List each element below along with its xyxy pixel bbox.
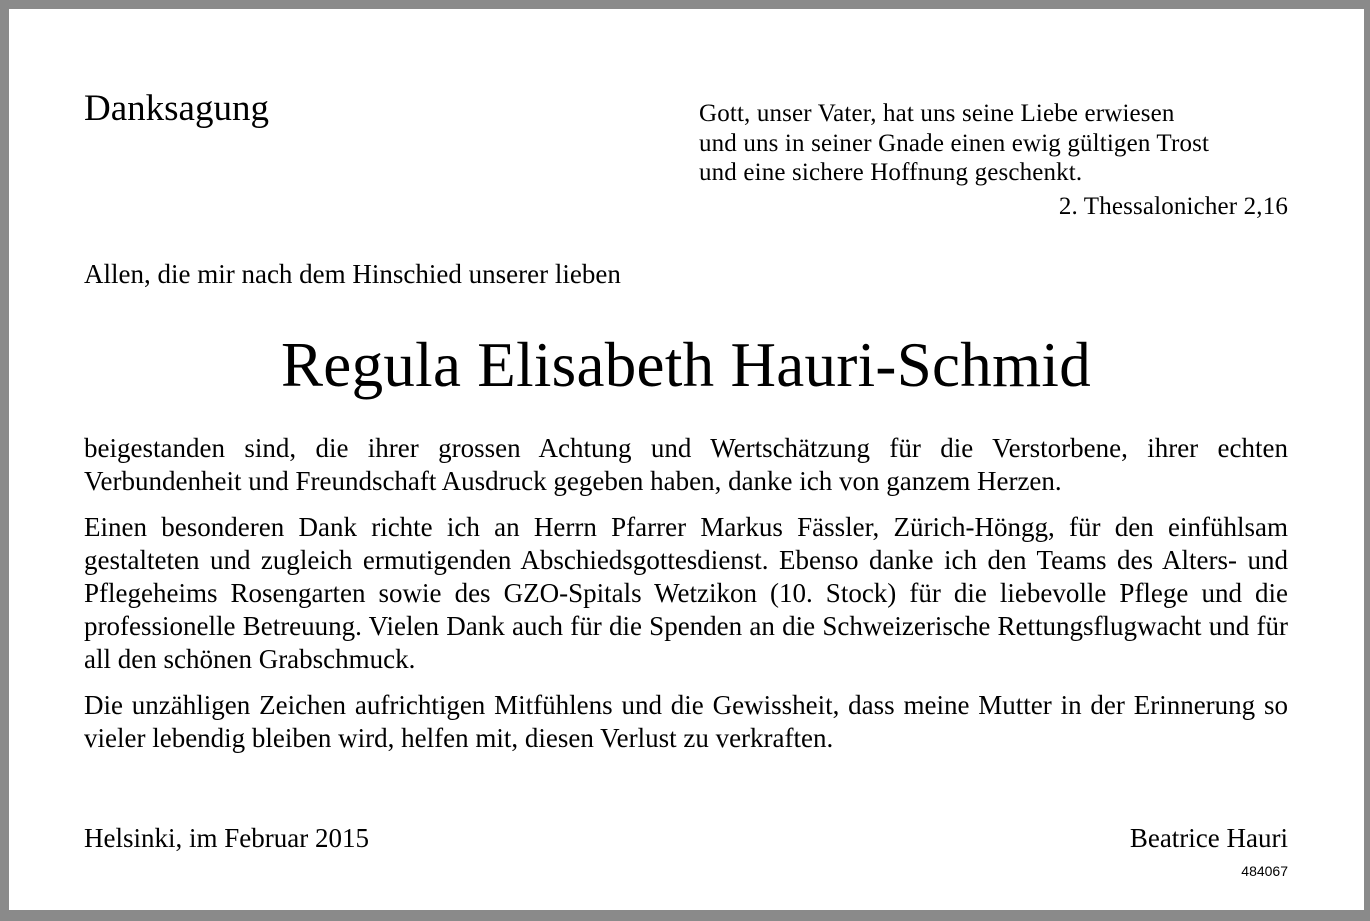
deceased-name: Regula Elisabeth Hauri-Schmid bbox=[280, 330, 1091, 400]
place-and-date: Helsinki, im Februar 2015 bbox=[84, 823, 369, 853]
intro-line: Allen, die mir nach dem Hinschied unserer lieben bbox=[84, 259, 621, 289]
bible-quote-line: Gott, unser Vater, hat uns seine Liebe erwiesen bbox=[699, 100, 1175, 127]
notice-body bbox=[84, 432, 1288, 768]
ad-number: 484067 bbox=[1241, 863, 1288, 879]
bible-quote bbox=[699, 99, 1288, 221]
body-paragraph: Die unzähligen Zeichen aufrichtigen Mitfühlens und die Gewissheit, dass meine Mutter in der Erinnerung so vieler lebendig bleiben wird, helfen mit, diesen Verlust zu verkraften. bbox=[84, 690, 1288, 753]
body-paragraph: Einen besonderen Dank richte ich an Herrn Pfarrer Markus Fässler, Zürich-Höngg, für den einfühlsam gestalteten und zugleich ermutigenden Abschiedsgottesdienst. Ebenso danke ich den Teams des Alters- und Pflegeheims Rosengarten sowie des GZO-Spitals Wetzikon (10. Stock) für die liebevolle Pflege und die professionelle Betreuung. Vielen Dank auch für die Spenden an die Schweizerische Rettungsflugwacht und für all den schönen Grabschmuck. bbox=[84, 512, 1288, 674]
bible-quote-line: und eine sichere Hoffnung geschenkt. bbox=[699, 159, 1083, 186]
obituary-notice bbox=[9, 9, 1364, 910]
notice-heading: Danksagung bbox=[84, 88, 269, 129]
bible-quote-reference: 2. Thessalonicher 2,16 bbox=[1058, 192, 1288, 220]
signature: Beatrice Hauri bbox=[1129, 823, 1288, 853]
bible-quote-line: und uns in seiner Gnade einen ewig gültigen Trost bbox=[699, 129, 1210, 157]
body-paragraph: beigestanden sind, die ihrer grossen Achtung und Wertschätzung für die Verstorbene, ihrer echten Verbundenheit und Freundschaft Ausdruck gegeben haben, danke ich von ganzem Herzen. bbox=[84, 433, 1288, 496]
